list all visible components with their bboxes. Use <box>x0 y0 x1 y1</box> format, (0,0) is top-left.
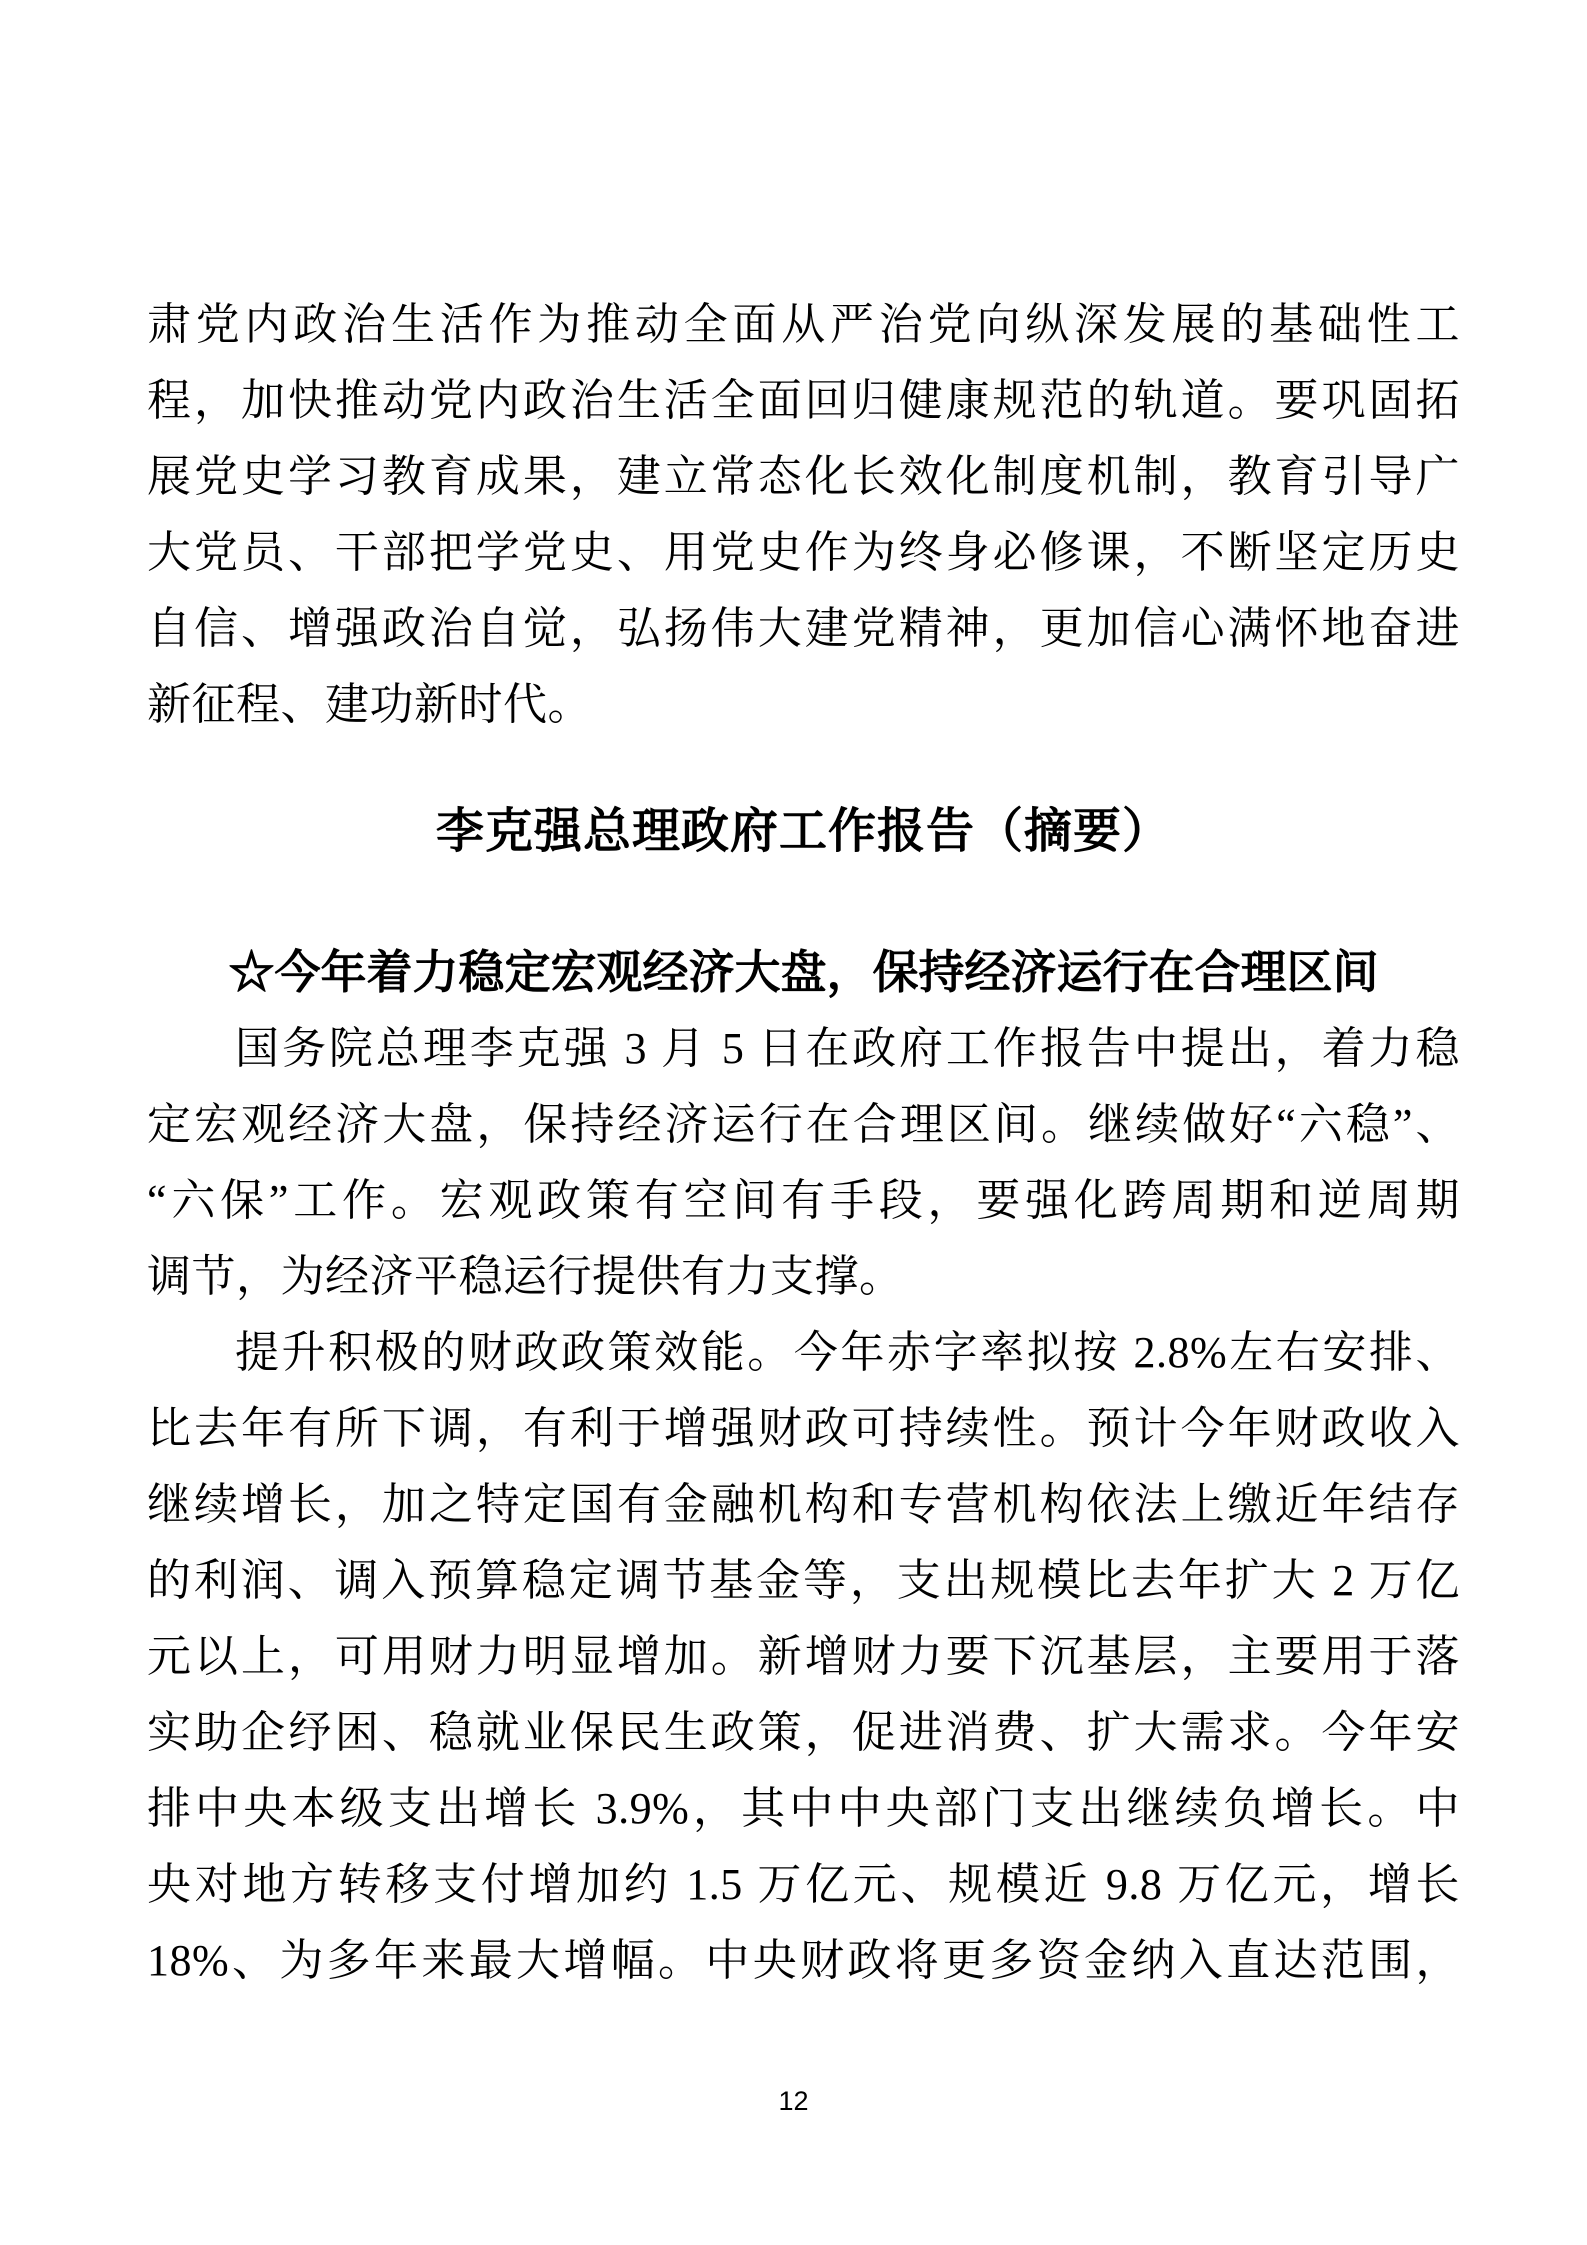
body-line: 央对地方转移支付增加约 1.5 万亿元、规模近 9.8 万亿元，增长 <box>147 1860 1460 1909</box>
body-line: 展党史学习教育成果，建立常态化长效化制度机制，教育引导广 <box>147 452 1460 501</box>
body-line: 排中央本级支出增长 3.9%，其中中央部门支出继续负增长。中 <box>147 1784 1460 1833</box>
body-line: 国务院总理李克强 3 月 5 日在政府工作报告中提出，着力稳 <box>235 1024 1460 1073</box>
paragraph-fiscal-policy <box>147 1315 1460 1999</box>
body-line: 18%、为多年来最大增幅。中央财政将更多资金纳入直达范围， <box>147 1936 1460 1985</box>
section-subheading <box>147 935 1460 1011</box>
document-body <box>147 287 1460 1999</box>
body-line: 定宏观经济大盘，保持经济运行在合理区间。继续做好“六稳”、 <box>147 1100 1460 1149</box>
body-line: 程，加快推动党内政治生活全面回归健康规范的轨道。要巩固拓 <box>147 376 1460 425</box>
report-title: 李克强总理政府工作报告（摘要） <box>435 805 1171 858</box>
page-number: 12 <box>778 2086 809 2116</box>
body-line: 新征程、建功新时代。 <box>147 680 592 729</box>
paragraph-macro-economy <box>147 1011 1460 1315</box>
section-subheading-text: 今年着力稳定宏观经济大盘，保持经济运行在合理区间 <box>274 947 1379 998</box>
star-icon: ☆ <box>228 947 275 998</box>
body-line: 元以上，可用财力明显增加。新增财力要下沉基层，主要用于落 <box>147 1632 1460 1681</box>
body-line: 肃党内政治生活作为推动全面从严治党向纵深发展的基础性工 <box>147 300 1460 349</box>
body-line: 继续增长，加之特定国有金融机构和专营机构依法上缴近年结存 <box>147 1480 1460 1529</box>
paragraph-party-political-life <box>147 287 1460 743</box>
body-line: 大党员、干部把学党史、用党史作为终身必修课，不断坚定历史 <box>147 528 1460 577</box>
body-line: 调节，为经济平稳运行提供有力支撑。 <box>147 1252 904 1301</box>
body-line: 的利润、调入预算稳定调节基金等，支出规模比去年扩大 2 万亿 <box>147 1556 1460 1605</box>
body-line: 提升积极的财政政策效能。今年赤字率拟按 2.8%左右安排、 <box>235 1328 1460 1377</box>
body-line: 实助企纾困、稳就业保民生政策，促进消费、扩大需求。今年安 <box>147 1708 1460 1757</box>
body-line: 比去年有所下调，有利于增强财政可持续性。预计今年财政收入 <box>147 1404 1460 1453</box>
body-line: 自信、增强政治自觉，弘扬伟大建党精神，更加信心满怀地奋进 <box>147 604 1460 653</box>
body-line: “六保”工作。宏观政策有空间有手段，要强化跨周期和逆周期 <box>147 1176 1460 1225</box>
